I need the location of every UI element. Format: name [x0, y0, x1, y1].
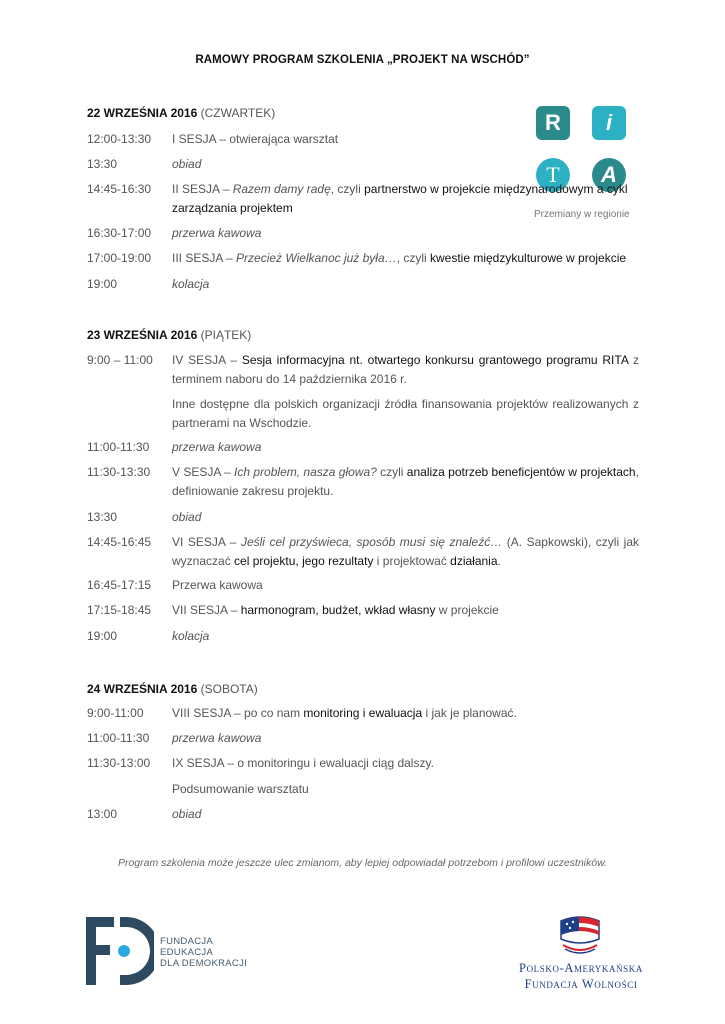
session-description: przerwa kawowa: [172, 226, 262, 240]
session-time: 17:15-18:45: [87, 603, 152, 617]
session-description: III SESJA – Przecież Wielkanoc już była…, czyli kwestie międzykulturowe w projekcie: [172, 251, 627, 265]
session-description: kolacja: [172, 277, 210, 291]
session-description: kolacja: [172, 629, 210, 643]
session-description: I SESJA – otwierająca warsztat: [172, 132, 339, 146]
rita-caption: Przemiany w regionie: [534, 209, 630, 220]
schedule-row: [87, 155, 639, 174]
footnote: Program szkolenia może jeszcze ulec zmianom, aby lepiej odpowiadał potrzebom i profilowi uczestników.: [117, 857, 608, 869]
rita-letter-t: T: [536, 158, 570, 192]
session-time: 14:45-16:30: [87, 182, 152, 196]
rita-letter-a: A: [592, 158, 626, 192]
schedule-row: [87, 351, 639, 389]
session-time: 12:00-13:30: [87, 132, 152, 146]
schedule-row: [87, 249, 639, 268]
day-heading: 23 WRZEŚNIA 2016 (PIĄTEK): [87, 328, 252, 342]
polish-american-flag-emblem-icon: [557, 915, 603, 955]
schedule-row: [87, 780, 639, 799]
session-time: 13:30: [87, 157, 118, 171]
session-time: 19:00: [87, 277, 118, 291]
session-time: 13:30: [87, 510, 118, 524]
rita-letter-i: i: [592, 106, 626, 140]
session-time: 11:00-11:30: [87, 731, 150, 745]
schedule-row: [87, 754, 639, 773]
schedule-row: [87, 180, 639, 218]
session-description: obiad: [172, 157, 202, 171]
schedule-row: [87, 395, 639, 433]
rita-letter-r: R: [536, 106, 570, 140]
session-time: 17:00-19:00: [87, 251, 152, 265]
session-time: 9:00-11:00: [87, 706, 144, 720]
session-time: 19:00: [87, 629, 118, 643]
schedule-row: [87, 438, 639, 457]
session-description: VIII SESJA – po co nam monitoring i ewaluacja i jak je planować.: [172, 706, 517, 720]
session-description: VI SESJA – Jeśli cel przyświeca, sposób musi się znaleźć… (A. Sapkowski), czyli jak wyznaczać cel projektu, jego rezultaty i projektować działania.: [172, 535, 640, 568]
session-time: 11:30-13:30: [87, 465, 151, 479]
schedule-row: [87, 224, 639, 243]
session-description: IV SESJA – Sesja informacyjna nt. otwartego konkursu grantowego programu RITA z terminem naboru do 14 października 2016 r.: [172, 353, 640, 386]
schedule-row: [87, 576, 639, 595]
session-description: obiad: [172, 807, 202, 821]
session-description: przerwa kawowa: [172, 440, 262, 454]
schedule-row: [87, 601, 639, 620]
document-title: RAMOWY PROGRAM SZKOLENIA „PROJEKT NA WSCHÓD”: [195, 54, 530, 66]
session-description: obiad: [172, 510, 202, 524]
session-time: 11:30-13:00: [87, 756, 151, 770]
schedule-row: [87, 508, 639, 527]
session-description: V SESJA – Ich problem, nasza głowa? czyli analiza potrzeb beneficjentów w projektach, definiowanie zakresu projektu.: [172, 465, 639, 498]
schedule-row: [87, 533, 639, 571]
fed-emblem-icon: [86, 917, 154, 987]
session-description: II SESJA – Razem damy radę, czyli partnerstwo w projekcie międzynarodowym a cykl zarządzania projektem: [172, 182, 628, 215]
fed-name: FUNDACJA EDUKACJA DLA DEMOKRACJI: [160, 936, 248, 969]
schedule-row: [87, 704, 639, 723]
schedule-row: [87, 130, 639, 149]
session-description: IX SESJA – o monitoringu i ewaluacji ciąg dalszy.: [172, 756, 434, 770]
session-time: 11:00-11:30: [87, 440, 150, 454]
session-description: VII SESJA – harmonogram, budżet, wkład własny w projekcie: [172, 603, 499, 617]
schedule-row: [87, 463, 639, 501]
session-time: 16:30-17:00: [87, 226, 152, 240]
day-heading: 24 WRZEŚNIA 2016 (SOBOTA): [87, 682, 258, 696]
session-time: 16:45-17:15: [87, 578, 152, 592]
session-time: 9:00 – 11:00: [87, 353, 153, 367]
session-description: Inne dostępne dla polskich organizacji źródła finansowania projektów realizowanych z partnerami na Wschodzie.: [172, 397, 639, 430]
session-time: 13:00: [87, 807, 118, 821]
schedule-row: [87, 729, 639, 748]
pafw-name: Polsko-Amerykańska Fundacja Wolności: [519, 961, 643, 991]
schedule-row: [87, 627, 639, 646]
schedule-row: [87, 805, 639, 824]
session-description: przerwa kawowa: [172, 731, 262, 745]
schedule-row: [87, 275, 639, 294]
day-heading: 22 WRZEŚNIA 2016 (CZWARTEK): [87, 106, 276, 120]
session-description: Przerwa kawowa: [172, 578, 263, 592]
session-description: Podsumowanie warsztatu: [172, 782, 309, 796]
session-time: 14:45-16:45: [87, 535, 152, 549]
